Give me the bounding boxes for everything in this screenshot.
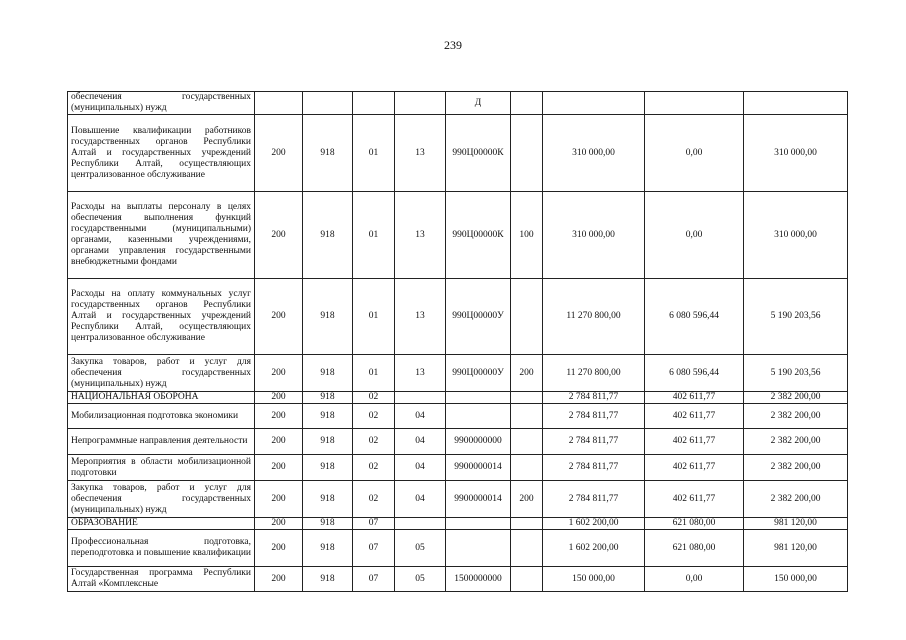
table-row	[68, 92, 848, 115]
row-pr	[395, 92, 446, 115]
row-pr: 04	[395, 481, 446, 518]
row-csr: 9900000014	[446, 455, 511, 481]
row-name: Государственная программа Республики Алтай «Комплексные	[68, 567, 255, 592]
row-csr: Д	[446, 92, 511, 115]
row-remainder: 150 000,00	[744, 567, 848, 592]
row-execution: 6 080 596,44	[645, 279, 744, 355]
row-ved: 918	[303, 192, 353, 279]
budget-table	[67, 91, 848, 592]
row-rz: 02	[353, 481, 395, 518]
row-execution: 621 080,00	[645, 518, 744, 530]
row-ved: 918	[303, 429, 353, 455]
row-amount: 11 270 800,00	[543, 355, 645, 392]
row-admin: 200	[255, 192, 303, 279]
row-amount: 310 000,00	[543, 115, 645, 192]
row-name: Непрограммные направления деятельности	[68, 429, 255, 455]
row-csr: 9900000014	[446, 481, 511, 518]
table-row	[68, 518, 848, 530]
row-rz: 02	[353, 429, 395, 455]
table-row	[68, 392, 848, 404]
row-csr: 990Ц00000К	[446, 192, 511, 279]
table-row	[68, 355, 848, 392]
row-execution: 402 611,77	[645, 455, 744, 481]
row-ved: 918	[303, 518, 353, 530]
row-ved: 918	[303, 567, 353, 592]
row-execution: 402 611,77	[645, 404, 744, 429]
row-name: Закупка товаров, работ и услуг для обеспечения государственных (муниципальных) нужд	[68, 355, 255, 392]
row-execution: 402 611,77	[645, 481, 744, 518]
row-pr: 13	[395, 115, 446, 192]
row-vr	[511, 392, 543, 404]
row-execution: 0,00	[645, 192, 744, 279]
row-csr: 990Ц00000У	[446, 279, 511, 355]
row-pr: 05	[395, 567, 446, 592]
row-admin: 200	[255, 518, 303, 530]
row-remainder: 2 382 200,00	[744, 481, 848, 518]
row-execution: 621 080,00	[645, 530, 744, 567]
row-csr: 990Ц00000У	[446, 355, 511, 392]
row-admin: 200	[255, 481, 303, 518]
row-amount: 1 602 200,00	[543, 518, 645, 530]
row-csr	[446, 404, 511, 429]
row-execution: 0,00	[645, 115, 744, 192]
table-row	[68, 404, 848, 429]
row-rz: 01	[353, 192, 395, 279]
row-vr: 200	[511, 355, 543, 392]
row-remainder: 981 120,00	[744, 518, 848, 530]
row-vr	[511, 279, 543, 355]
row-ved: 918	[303, 530, 353, 567]
row-rz: 07	[353, 567, 395, 592]
row-name: Повышение квалификации работников государственных органов Республики Алтай и государственных учреждений Республики Алтай, осуществляющих централизованное обслуживание	[68, 115, 255, 192]
row-remainder: 5 190 203,56	[744, 355, 848, 392]
row-name: ОБРАЗОВАНИЕ	[68, 518, 255, 530]
table-row	[68, 481, 848, 518]
row-pr: 13	[395, 279, 446, 355]
row-ved: 918	[303, 455, 353, 481]
page-number: 239	[444, 38, 462, 52]
row-vr	[511, 404, 543, 429]
row-amount: 11 270 800,00	[543, 279, 645, 355]
row-rz: 02	[353, 455, 395, 481]
table-row	[68, 115, 848, 192]
row-rz	[353, 92, 395, 115]
row-admin: 200	[255, 115, 303, 192]
table-row	[68, 429, 848, 455]
row-pr	[395, 518, 446, 530]
row-execution	[645, 92, 744, 115]
row-remainder: 2 382 200,00	[744, 429, 848, 455]
row-amount: 2 784 811,77	[543, 481, 645, 518]
row-admin: 200	[255, 404, 303, 429]
table-body	[68, 92, 848, 592]
row-name: Расходы на оплату коммунальных услуг государственных органов Республики Алтай и государственных учреждений Республики Алтай, осуществляющих централизованное обслуживание	[68, 279, 255, 355]
row-pr	[395, 392, 446, 404]
table-row	[68, 567, 848, 592]
row-ved: 918	[303, 404, 353, 429]
row-amount: 2 784 811,77	[543, 404, 645, 429]
row-name: Закупка товаров, работ и услуг для обеспечения государственных (муниципальных) нужд	[68, 481, 255, 518]
row-pr: 13	[395, 192, 446, 279]
row-rz: 07	[353, 530, 395, 567]
row-admin: 200	[255, 455, 303, 481]
row-csr	[446, 392, 511, 404]
row-csr: 1500000000	[446, 567, 511, 592]
row-name: Мобилизационная подготовка экономики	[68, 404, 255, 429]
row-amount	[543, 92, 645, 115]
row-name: Мероприятия в области мобилизационной подготовки	[68, 455, 255, 481]
row-execution: 402 611,77	[645, 429, 744, 455]
row-name: Профессиональная подготовка, переподготовка и повышение квалификации	[68, 530, 255, 567]
row-remainder: 310 000,00	[744, 192, 848, 279]
row-pr: 04	[395, 404, 446, 429]
row-remainder: 2 382 200,00	[744, 392, 848, 404]
row-name: обеспечения государственных (муниципальных) нужд	[68, 92, 255, 115]
row-csr	[446, 530, 511, 567]
row-remainder: 2 382 200,00	[744, 404, 848, 429]
row-ved: 918	[303, 115, 353, 192]
row-name: Расходы на выплаты персоналу в целях обеспечения выполнения функций государственными (муниципальными) органами, казенными учреждениями, органами управления государственными внебюджетными фондами	[68, 192, 255, 279]
row-vr	[511, 530, 543, 567]
row-vr	[511, 567, 543, 592]
row-ved: 918	[303, 355, 353, 392]
row-amount: 2 784 811,77	[543, 455, 645, 481]
row-pr: 04	[395, 455, 446, 481]
table-row	[68, 279, 848, 355]
row-admin: 200	[255, 392, 303, 404]
row-rz: 01	[353, 355, 395, 392]
row-vr	[511, 115, 543, 192]
row-rz: 02	[353, 392, 395, 404]
row-ved	[303, 92, 353, 115]
row-pr: 05	[395, 530, 446, 567]
row-remainder: 310 000,00	[744, 115, 848, 192]
row-vr: 100	[511, 192, 543, 279]
row-rz: 02	[353, 404, 395, 429]
row-admin: 200	[255, 355, 303, 392]
row-admin: 200	[255, 567, 303, 592]
row-csr: 990Ц00000К	[446, 115, 511, 192]
row-name: НАЦИОНАЛЬНАЯ ОБОРОНА	[68, 392, 255, 404]
row-ved: 918	[303, 392, 353, 404]
row-admin: 200	[255, 530, 303, 567]
row-admin: 200	[255, 429, 303, 455]
row-remainder: 5 190 203,56	[744, 279, 848, 355]
row-remainder	[744, 92, 848, 115]
row-rz: 01	[353, 279, 395, 355]
row-vr	[511, 429, 543, 455]
row-amount: 2 784 811,77	[543, 392, 645, 404]
row-remainder: 2 382 200,00	[744, 455, 848, 481]
table-row	[68, 455, 848, 481]
row-pr: 04	[395, 429, 446, 455]
row-admin: 200	[255, 279, 303, 355]
row-pr: 13	[395, 355, 446, 392]
row-ved: 918	[303, 481, 353, 518]
table-row	[68, 530, 848, 567]
row-admin	[255, 92, 303, 115]
row-amount: 310 000,00	[543, 192, 645, 279]
row-execution: 402 611,77	[645, 392, 744, 404]
row-ved: 918	[303, 279, 353, 355]
row-rz: 01	[353, 115, 395, 192]
row-amount: 1 602 200,00	[543, 530, 645, 567]
row-csr	[446, 518, 511, 530]
row-vr	[511, 518, 543, 530]
row-vr	[511, 455, 543, 481]
row-rz: 07	[353, 518, 395, 530]
row-vr: 200	[511, 481, 543, 518]
table-row	[68, 192, 848, 279]
row-execution: 0,00	[645, 567, 744, 592]
row-vr	[511, 92, 543, 115]
row-amount: 150 000,00	[543, 567, 645, 592]
row-amount: 2 784 811,77	[543, 429, 645, 455]
row-csr: 9900000000	[446, 429, 511, 455]
row-execution: 6 080 596,44	[645, 355, 744, 392]
row-remainder: 981 120,00	[744, 530, 848, 567]
